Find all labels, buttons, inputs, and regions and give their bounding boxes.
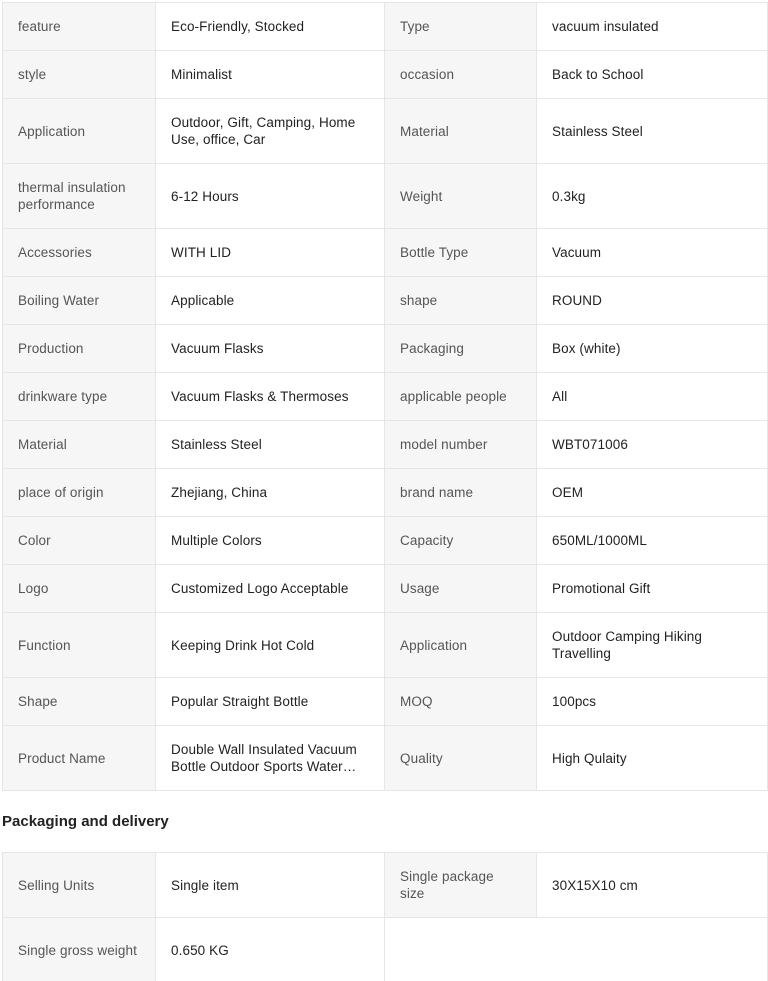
attribute-key: brand name [385,469,537,517]
packaging-section-title: Packaging and delivery [2,813,169,830]
attribute-value: Stainless Steel [537,99,768,164]
attribute-key: Quality [385,726,537,791]
table-row [3,726,768,791]
table-row [3,517,768,565]
attribute-value: Zhejiang, China [156,469,385,517]
attribute-key: drinkware type [3,373,156,421]
attribute-key: Single package size [385,853,537,918]
attribute-key: occasion [385,51,537,99]
attribute-value: ROUND [537,277,768,325]
attribute-value: High Qulaity [537,726,768,791]
attribute-key: thermal insulation performance [3,164,156,229]
attribute-value: Customized Logo Acceptable [156,565,385,613]
attribute-key: Weight [385,164,537,229]
attribute-key: Application [385,613,537,678]
attribute-key: Type [385,3,537,51]
attribute-value: 650ML/1000ML [537,517,768,565]
table-row [3,469,768,517]
attribute-value: Vacuum [537,229,768,277]
attribute-value: 30X15X10 cm [537,853,768,918]
attribute-value: Stainless Steel [156,421,385,469]
attribute-value: Eco-Friendly, Stocked [156,3,385,51]
attribute-value: Outdoor Camping Hiking Travelling [537,613,768,678]
attribute-value: Single item [156,853,385,918]
table-row [3,421,768,469]
packaging-table [2,852,768,981]
attribute-key: applicable people [385,373,537,421]
attribute-key: place of origin [3,469,156,517]
attribute-value: All [537,373,768,421]
table-row [3,565,768,613]
attribute-key: shape [385,277,537,325]
attribute-value: Minimalist [156,51,385,99]
attribute-value: Keeping Drink Hot Cold [156,613,385,678]
table-row [3,678,768,726]
attribute-key: Selling Units [3,853,156,918]
table-row [3,3,768,51]
attribute-value: Vacuum Flasks [156,325,385,373]
attribute-value: OEM [537,469,768,517]
product-details [0,2,768,981]
empty-cell [385,918,537,981]
table-row [3,613,768,678]
attributes-table [2,2,768,791]
attribute-key: Production [3,325,156,373]
attribute-key: Bottle Type [385,229,537,277]
table-row [3,229,768,277]
attribute-key: Capacity [385,517,537,565]
attribute-key: Product Name [3,726,156,791]
attribute-key: Boiling Water [3,277,156,325]
attribute-key: Shape [3,678,156,726]
empty-cell [537,918,768,981]
attribute-key: Function [3,613,156,678]
attribute-key: style [3,51,156,99]
table-row [3,164,768,229]
attribute-key: Packaging [385,325,537,373]
attribute-value: 100pcs [537,678,768,726]
attribute-value: Popular Straight Bottle [156,678,385,726]
attribute-key: Logo [3,565,156,613]
attribute-value [156,726,385,791]
attribute-value: WITH LID [156,229,385,277]
attribute-value: WBT071006 [537,421,768,469]
attribute-value: Vacuum Flasks & Thermoses [156,373,385,421]
table-row [3,51,768,99]
attribute-value: Box (white) [537,325,768,373]
attribute-key: Material [3,421,156,469]
table-row [3,99,768,164]
attribute-key: feature [3,3,156,51]
attribute-value: 0.3kg [537,164,768,229]
table-row [3,277,768,325]
attribute-value: Applicable [156,277,385,325]
table-row [3,853,768,918]
attribute-value: vacuum insulated [537,3,768,51]
attribute-value: Promotional Gift [537,565,768,613]
attribute-key: Accessories [3,229,156,277]
attribute-key: model number [385,421,537,469]
table-row [3,373,768,421]
attribute-key: Single gross weight [3,918,156,981]
attribute-value: Back to School [537,51,768,99]
attribute-value: 0.650 KG [156,918,385,981]
attribute-key: Material [385,99,537,164]
attribute-key: Usage [385,565,537,613]
attribute-key: MOQ [385,678,537,726]
attribute-value: 6-12 Hours [156,164,385,229]
attribute-key: Color [3,517,156,565]
table-row [3,918,768,981]
table-row [3,325,768,373]
attribute-value: Outdoor, Gift, Camping, Home Use, office, Car [156,99,385,164]
attribute-value: Multiple Colors [156,517,385,565]
attribute-key: Application [3,99,156,164]
product-name-value: Double Wall Insulated Vacuum Bottle Outdoor Sports Water… [171,742,357,774]
